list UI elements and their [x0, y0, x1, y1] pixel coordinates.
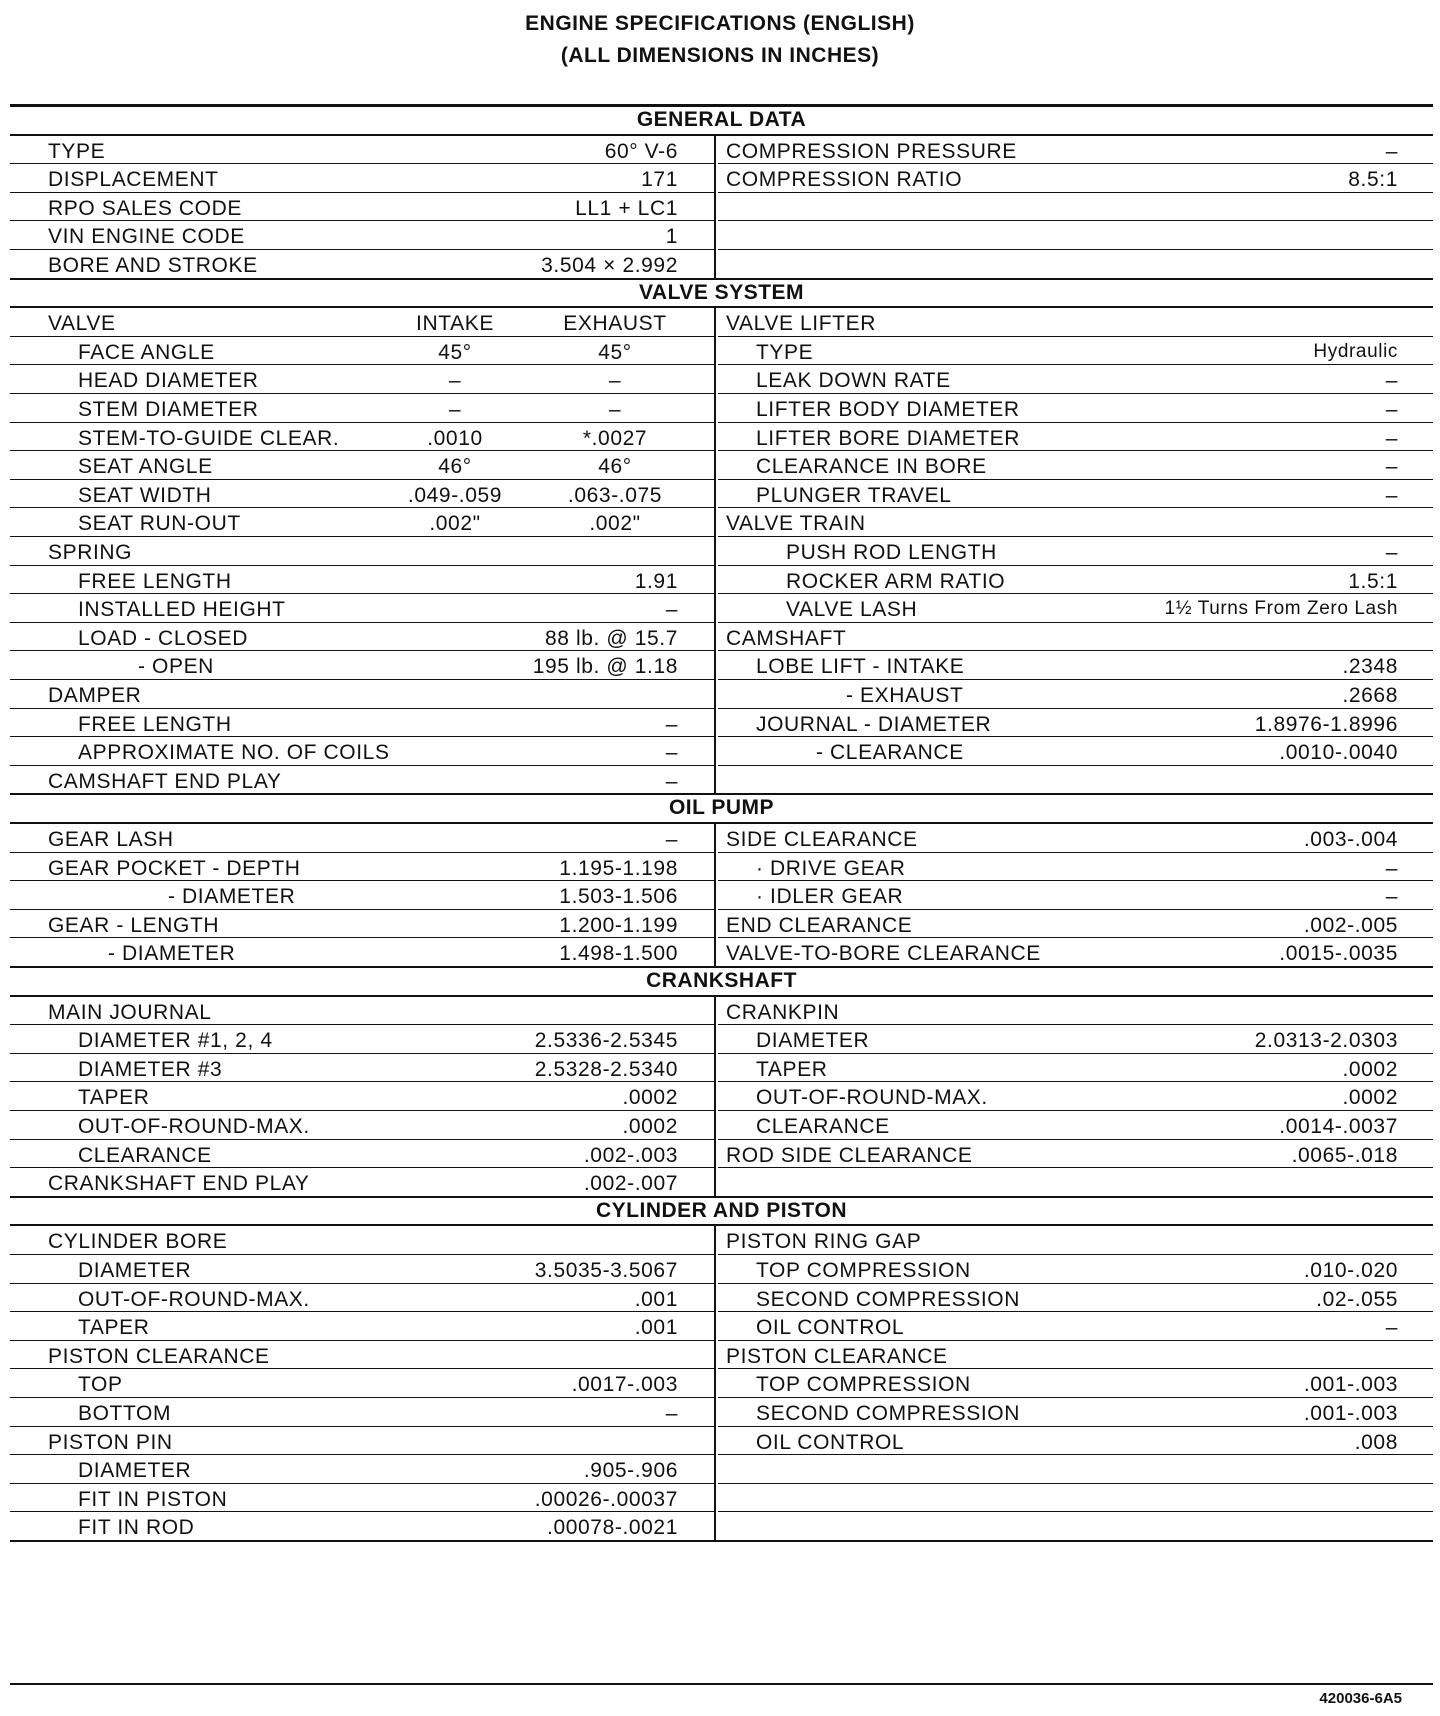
- spec-label: DIAMETER #1, 2, 4: [78, 1029, 273, 1053]
- page-subtitle: (ALL DIMENSIONS IN INCHES): [560, 44, 880, 67]
- spec-row: [718, 853, 1433, 882]
- spec-row: [718, 1369, 1433, 1398]
- spec-row: [10, 1226, 714, 1255]
- right-column: [718, 1226, 1433, 1541]
- spec-row: [10, 651, 714, 680]
- spec-row: [10, 537, 714, 566]
- spec-label: COMPRESSION PRESSURE: [726, 139, 1017, 163]
- spec-value: .0017-.003: [571, 1373, 678, 1397]
- spec-row: [10, 1054, 714, 1083]
- spec-label: PISTON CLEARANCE: [48, 1344, 270, 1368]
- spec-row: [10, 193, 714, 222]
- exhaust-value: .002": [589, 512, 641, 536]
- spec-label: TAPER: [78, 1086, 150, 1110]
- spec-row: [718, 1054, 1433, 1083]
- spec-row: [718, 250, 1433, 279]
- spec-value: 3.504 × 2.992: [541, 253, 678, 277]
- spec-row: [10, 250, 714, 279]
- spec-label: VALVE-TO-BORE CLEARANCE: [726, 942, 1041, 966]
- spec-label: CAMSHAFT END PLAY: [48, 769, 282, 793]
- spec-row: [718, 1168, 1433, 1197]
- spec-row: [10, 1284, 714, 1313]
- spec-row: [10, 451, 714, 480]
- spec-row: [718, 451, 1433, 480]
- spec-table: [10, 104, 1433, 1685]
- spec-value: 171: [641, 168, 678, 192]
- spec-label: LEAK DOWN RATE: [756, 369, 951, 393]
- spec-row: [10, 164, 714, 193]
- spec-row: [718, 1341, 1433, 1370]
- spec-label: OUT-OF-ROUND-MAX.: [78, 1114, 310, 1138]
- spec-row: [718, 651, 1433, 680]
- left-column: [10, 136, 716, 279]
- spec-value: 1½ Turns From Zero Lash: [1164, 598, 1398, 620]
- spec-row: [10, 910, 714, 939]
- section-header: VALVE SYSTEM: [10, 280, 1433, 309]
- spec-row: [10, 853, 714, 882]
- spec-label: PISTON CLEARANCE: [726, 1344, 948, 1368]
- spec-label: TOP: [78, 1373, 123, 1397]
- spec-value: 1: [665, 225, 678, 249]
- spec-value: .0010-.0040: [1279, 741, 1398, 765]
- left-column: [10, 308, 716, 794]
- spec-row: [718, 136, 1433, 165]
- spec-value: .0015-.0035: [1279, 942, 1398, 966]
- spec-row: [10, 623, 714, 652]
- spec-row: [10, 1341, 714, 1370]
- spec-label: BOTTOM: [78, 1401, 172, 1425]
- spec-label: FACE ANGLE: [78, 340, 215, 364]
- intake-value: .002": [429, 512, 481, 536]
- right-column: [718, 136, 1433, 279]
- spec-value: 1.498-1.500: [559, 942, 678, 966]
- spec-label: DISPLACEMENT: [48, 168, 219, 192]
- right-column: [718, 824, 1433, 967]
- spec-label: DIAMETER: [78, 1459, 192, 1483]
- spec-row: [718, 737, 1433, 766]
- spec-label: OIL CONTROL: [756, 1430, 905, 1454]
- intake-value: –: [448, 369, 462, 393]
- spec-label: · DRIVE GEAR: [756, 856, 906, 880]
- spec-value: .0002: [622, 1086, 678, 1110]
- spec-value: –: [1385, 856, 1398, 880]
- spec-row: [10, 1025, 714, 1054]
- spec-value: .002-.005: [1303, 913, 1398, 937]
- spec-label: - EXHAUST: [846, 683, 964, 707]
- spec-row: [718, 365, 1433, 394]
- spec-value: .010-.020: [1303, 1258, 1398, 1282]
- spec-row: [718, 910, 1433, 939]
- spec-label: BORE AND STROKE: [48, 253, 258, 277]
- section-header: OIL PUMP: [10, 795, 1433, 824]
- spec-row: [718, 623, 1433, 652]
- intake-value: .0010: [427, 426, 483, 450]
- spec-row: [10, 997, 714, 1026]
- spec-row: [718, 508, 1433, 537]
- spec-row: [10, 1369, 714, 1398]
- spec-value: –: [1385, 1316, 1398, 1340]
- spec-value: 2.0313-2.0303: [1254, 1029, 1398, 1053]
- spec-row: [718, 881, 1433, 910]
- spec-label: INSTALLED HEIGHT: [78, 598, 286, 622]
- spec-label: GEAR LASH: [48, 828, 174, 851]
- spec-label: VIN ENGINE CODE: [48, 225, 245, 249]
- spec-label: CLEARANCE IN BORE: [756, 455, 987, 479]
- spec-label: · IDLER GEAR: [756, 885, 904, 909]
- section-header: GENERAL DATA: [10, 107, 1433, 136]
- spec-label: LOAD - CLOSED: [78, 626, 249, 650]
- spec-value: .002-.007: [583, 1172, 678, 1196]
- intake-value: 45°: [438, 340, 472, 364]
- spec-label: - OPEN: [138, 655, 214, 679]
- spec-label: DIAMETER: [78, 1258, 192, 1282]
- spec-row: [10, 1168, 714, 1197]
- intake-value: 46°: [438, 455, 472, 479]
- spec-value: Hydraulic: [1313, 340, 1398, 362]
- spec-row: [718, 1484, 1433, 1513]
- spec-value: –: [1385, 426, 1398, 450]
- spec-row: [10, 566, 714, 595]
- spec-label: LIFTER BORE DIAMETER: [756, 426, 1021, 450]
- spec-row: [10, 881, 714, 910]
- spec-label: LOBE LIFT - INTAKE: [756, 655, 965, 679]
- spec-row: [10, 221, 714, 250]
- spec-row: [718, 566, 1433, 595]
- spec-value: –: [665, 769, 678, 793]
- spec-value: .001-.003: [1303, 1373, 1398, 1397]
- spec-label: CYLINDER BORE: [48, 1230, 228, 1254]
- spec-value: .2348: [1342, 655, 1398, 679]
- spec-label: CRANKSHAFT END PLAY: [48, 1172, 310, 1196]
- spec-row: [718, 1398, 1433, 1427]
- spec-label: APPROXIMATE NO. OF COILS: [78, 741, 390, 765]
- spec-label: VALVE TRAIN: [726, 512, 866, 536]
- spec-label: CRANKPIN: [726, 1000, 840, 1024]
- spec-label: DIAMETER #3: [78, 1057, 223, 1081]
- left-column: [10, 997, 716, 1197]
- spec-row: [718, 1082, 1433, 1111]
- spec-value: .0002: [622, 1114, 678, 1138]
- spec-value: 2.5336-2.5345: [534, 1029, 678, 1053]
- spec-label: COMPRESSION RATIO: [726, 168, 963, 192]
- spec-value: .003-.004: [1303, 828, 1398, 851]
- spec-row: [10, 1427, 714, 1456]
- spec-value: .2668: [1342, 683, 1398, 707]
- spec-label: PUSH ROD LENGTH: [786, 540, 997, 564]
- spec-label: - CLEARANCE: [816, 741, 964, 765]
- spec-value: .0014-.0037: [1279, 1114, 1398, 1138]
- spec-label: SECOND COMPRESSION: [756, 1287, 1020, 1311]
- spec-label: SEAT WIDTH: [78, 483, 212, 507]
- spec-label: OUT-OF-ROUND-MAX.: [756, 1086, 988, 1110]
- spec-value: –: [1385, 139, 1398, 163]
- spec-value: –: [665, 828, 678, 851]
- intake-value: INTAKE: [416, 312, 494, 336]
- exhaust-value: 45°: [598, 340, 632, 364]
- spec-row: [10, 594, 714, 623]
- spec-value: 60° V-6: [604, 139, 678, 163]
- spec-row: [718, 594, 1433, 623]
- spec-label: DIAMETER: [756, 1029, 870, 1053]
- spec-label: STEM-TO-GUIDE CLEAR.: [78, 426, 340, 450]
- spec-row: [10, 1255, 714, 1284]
- spec-label: TYPE: [756, 340, 814, 364]
- spec-row: [718, 337, 1433, 366]
- spec-label: TOP COMPRESSION: [756, 1258, 971, 1282]
- spec-label: FREE LENGTH: [78, 712, 232, 736]
- spec-label: TYPE: [48, 139, 106, 163]
- spec-label: MAIN JOURNAL: [48, 1000, 212, 1024]
- spec-row: [718, 680, 1433, 709]
- spec-value: .002-.003: [583, 1143, 678, 1167]
- spec-value: –: [1385, 397, 1398, 421]
- spec-row: [718, 766, 1433, 795]
- spec-row: [10, 1082, 714, 1111]
- spec-row: [718, 537, 1433, 566]
- spec-value: 1.503-1.506: [559, 885, 678, 909]
- spec-value: –: [1385, 483, 1398, 507]
- spec-value: .00078-.0021: [547, 1516, 678, 1540]
- left-column: [10, 1226, 716, 1541]
- spec-row: [10, 308, 714, 337]
- spec-row: [718, 1111, 1433, 1140]
- spec-row: [718, 308, 1433, 337]
- spec-label: TAPER: [756, 1057, 828, 1081]
- exhaust-value: –: [608, 397, 622, 421]
- spec-row: [718, 394, 1433, 423]
- spec-row: [10, 680, 714, 709]
- spec-row: [10, 1455, 714, 1484]
- spec-label: SEAT RUN-OUT: [78, 512, 241, 536]
- spec-label: TAPER: [78, 1316, 150, 1340]
- spec-row: [10, 1111, 714, 1140]
- spec-label: DAMPER: [48, 683, 142, 707]
- spec-label: OIL CONTROL: [756, 1316, 905, 1340]
- spec-value: –: [1385, 540, 1398, 564]
- section-header: CRANKSHAFT: [10, 968, 1433, 997]
- spec-row: [718, 480, 1433, 509]
- spec-label: - DIAMETER: [168, 885, 296, 909]
- spec-row: [10, 938, 714, 967]
- spec-label: CLEARANCE: [78, 1143, 212, 1167]
- spec-label: VALVE: [48, 312, 116, 336]
- spec-value: .0065-.018: [1291, 1143, 1398, 1167]
- spec-row: [718, 824, 1433, 853]
- spec-row: [718, 1226, 1433, 1255]
- exhaust-value: EXHAUST: [563, 312, 667, 336]
- spec-row: [718, 1312, 1433, 1341]
- spec-row: [10, 394, 714, 423]
- spec-value: –: [665, 598, 678, 622]
- spec-label: SEAT ANGLE: [78, 455, 213, 479]
- spec-value: 88 lb. @ 15.7: [544, 626, 678, 650]
- spec-label: PLUNGER TRAVEL: [756, 483, 952, 507]
- spec-value: 1.5:1: [1348, 569, 1398, 593]
- right-column: [718, 308, 1433, 794]
- spec-value: 1.195-1.198: [559, 856, 678, 880]
- spec-label: PISTON PIN: [48, 1430, 173, 1454]
- spec-label: OUT-OF-ROUND-MAX.: [78, 1287, 310, 1311]
- spec-value: –: [665, 712, 678, 736]
- spec-value: –: [665, 1401, 678, 1425]
- spec-value: .001-.003: [1303, 1401, 1398, 1425]
- spec-label: VALVE LASH: [786, 598, 918, 622]
- spec-row: [718, 1255, 1433, 1284]
- spec-value: –: [1385, 369, 1398, 393]
- spec-value: LL1 + LC1: [575, 196, 678, 220]
- spec-row: [718, 938, 1433, 967]
- spec-row: [718, 1284, 1433, 1313]
- spec-label: SPRING: [48, 540, 133, 564]
- right-column: [718, 997, 1433, 1197]
- spec-value: .905-.906: [583, 1459, 678, 1483]
- spec-value: .001: [634, 1287, 678, 1311]
- spec-row: [10, 508, 714, 537]
- spec-value: .008: [1354, 1430, 1398, 1454]
- section-divider: [10, 1540, 1433, 1542]
- spec-row: [10, 1398, 714, 1427]
- spec-label: JOURNAL - DIAMETER: [756, 712, 992, 736]
- spec-value: 2.5328-2.5340: [534, 1057, 678, 1081]
- spec-label: SECOND COMPRESSION: [756, 1401, 1020, 1425]
- spec-row: [10, 365, 714, 394]
- spec-row: [718, 1512, 1433, 1541]
- spec-value: .02-.055: [1316, 1287, 1398, 1311]
- page-title: ENGINE SPECIFICATIONS (ENGLISH): [525, 12, 915, 35]
- figure-code: 420036-6A5: [1319, 1690, 1402, 1707]
- spec-row: [10, 737, 714, 766]
- spec-row: [718, 423, 1433, 452]
- spec-label: HEAD DIAMETER: [78, 369, 259, 393]
- spec-value: 1.200-1.199: [559, 913, 678, 937]
- spec-label: FIT IN ROD: [78, 1516, 195, 1540]
- spec-row: [718, 1427, 1433, 1456]
- intake-value: –: [448, 397, 462, 421]
- spec-label: END CLEARANCE: [726, 913, 913, 937]
- spec-label: LIFTER BODY DIAMETER: [756, 397, 1020, 421]
- spec-row: [10, 1484, 714, 1513]
- left-column: [10, 824, 716, 967]
- spec-row: [10, 423, 714, 452]
- spec-value: 8.5:1: [1348, 168, 1398, 192]
- spec-row: [718, 1455, 1433, 1484]
- spec-value: .0002: [1342, 1057, 1398, 1081]
- spec-value: 1.91: [634, 569, 678, 593]
- spec-row: [10, 766, 714, 795]
- spec-row: [718, 709, 1433, 738]
- spec-label: STEM DIAMETER: [78, 397, 259, 421]
- intake-value: .049-.059: [407, 483, 503, 507]
- spec-row: [10, 337, 714, 366]
- spec-label: CLEARANCE: [756, 1114, 890, 1138]
- spec-value: 1.8976-1.8996: [1254, 712, 1398, 736]
- spec-row: [10, 136, 714, 165]
- spec-label: GEAR POCKET - DEPTH: [48, 856, 301, 880]
- spec-label: FIT IN PISTON: [78, 1487, 228, 1511]
- spec-label: CAMSHAFT: [726, 626, 847, 650]
- spec-row: [10, 824, 714, 853]
- spec-row: [718, 193, 1433, 222]
- spec-value: 3.5035-3.5067: [534, 1258, 678, 1282]
- spec-label: SIDE CLEARANCE: [726, 828, 918, 851]
- spec-value: .0002: [1342, 1086, 1398, 1110]
- spec-row: [10, 480, 714, 509]
- spec-label: PISTON RING GAP: [726, 1230, 922, 1254]
- spec-row: [10, 709, 714, 738]
- exhaust-value: .063-.075: [567, 483, 663, 507]
- spec-row: [718, 1140, 1433, 1169]
- spec-value: –: [1385, 885, 1398, 909]
- spec-row: [10, 1512, 714, 1541]
- spec-row: [718, 1025, 1433, 1054]
- spec-row: [718, 164, 1433, 193]
- spec-row: [10, 1312, 714, 1341]
- spec-label: ROCKER ARM RATIO: [786, 569, 1006, 593]
- spec-value: 195 lb. @ 1.18: [532, 655, 678, 679]
- spec-row: [718, 221, 1433, 250]
- exhaust-value: 46°: [598, 455, 632, 479]
- spec-label: GEAR - LENGTH: [48, 913, 220, 937]
- spec-label: ROD SIDE CLEARANCE: [726, 1143, 973, 1167]
- spec-label: RPO SALES CODE: [48, 196, 242, 220]
- spec-label: FREE LENGTH: [78, 569, 232, 593]
- spec-label: TOP COMPRESSION: [756, 1373, 971, 1397]
- spec-label: - DIAMETER: [108, 942, 236, 966]
- spec-row: [10, 1140, 714, 1169]
- section-header: CYLINDER AND PISTON: [10, 1198, 1433, 1227]
- spec-label: VALVE LIFTER: [726, 312, 876, 336]
- spec-value: .001: [634, 1316, 678, 1340]
- spec-value: .00026-.00037: [534, 1487, 678, 1511]
- exhaust-value: –: [608, 369, 622, 393]
- spec-row: [718, 997, 1433, 1026]
- spec-value: –: [1385, 455, 1398, 479]
- exhaust-value: *.0027: [582, 426, 648, 450]
- spec-value: –: [665, 741, 678, 765]
